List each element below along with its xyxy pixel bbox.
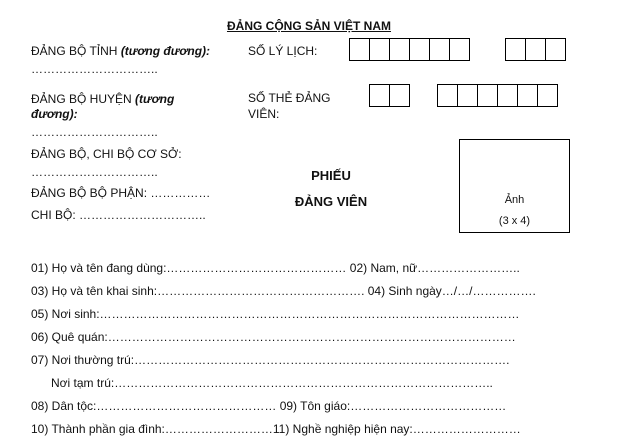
digit-box[interactable]	[369, 84, 390, 107]
dang-bo-tinh-label: ĐẢNG BỘ TỈNH	[31, 44, 118, 58]
bo-phan-label[interactable]: ĐẢNG BỘ BỘ PHẬN: ……………	[31, 186, 211, 200]
digit-box[interactable]	[409, 38, 430, 61]
field-07-tam-tru[interactable]: Nơi tạm trú:…………………………………………………………………………………..	[51, 376, 493, 390]
field-05[interactable]: 05) Nơi sinh:……………………………………………………………………………………………	[31, 307, 520, 321]
so-the-boxes-a[interactable]	[369, 84, 409, 107]
field-08-09[interactable]: 08) Dân tộc:……………………………………… 09) Tôn giáo:…………………………………	[31, 399, 507, 413]
dang-bo-huyen-dots[interactable]: …………………………..	[31, 125, 158, 139]
digit-box[interactable]	[517, 84, 538, 107]
digit-box[interactable]	[449, 38, 470, 61]
digit-box[interactable]	[537, 84, 558, 107]
dang-bo-tinh-row	[31, 45, 210, 59]
digit-box[interactable]	[349, 38, 370, 61]
dang-bo-huyen-note-2: đương):	[31, 107, 78, 121]
photo-box[interactable]	[459, 139, 570, 233]
digit-box[interactable]	[545, 38, 566, 61]
dang-bo-huyen-label: ĐẢNG BỘ HUYỆN	[31, 92, 132, 106]
field-01-02[interactable]: 01) Họ và tên đang dùng:……………………………………… 02) Nam, nữ……………………..	[31, 261, 520, 275]
photo-label: Ảnh	[504, 194, 525, 206]
so-ly-lich-boxes-b[interactable]	[505, 38, 565, 61]
dang-bo-huyen-row	[31, 93, 174, 107]
so-the-label-2: VIÊN:	[248, 107, 280, 121]
digit-box[interactable]	[505, 38, 526, 61]
chi-bo-label[interactable]: CHI BỘ: …………………………..	[31, 208, 206, 222]
digit-box[interactable]	[389, 38, 410, 61]
co-so-label: ĐẢNG BỘ, CHI BỘ CƠ SỞ:	[31, 147, 182, 161]
so-the-boxes-b[interactable]	[437, 84, 557, 107]
digit-box[interactable]	[525, 38, 546, 61]
co-so-dots[interactable]: …………………………..	[31, 165, 158, 179]
photo-size: (3 x 4)	[498, 215, 531, 227]
dang-bo-tinh-dots[interactable]: …………………………..	[31, 62, 158, 76]
digit-box[interactable]	[389, 84, 410, 107]
so-the-label-1: SỐ THẺ ĐẢNG	[248, 91, 331, 105]
party-title: ĐẢNG CỘNG SẢN VIỆT NAM	[226, 19, 391, 33]
dang-bo-huyen-note-1: (tương	[135, 92, 175, 106]
form-title-line2: ĐẢNG VIÊN	[294, 194, 368, 209]
form-title-line1: PHIẾU	[311, 168, 351, 183]
so-ly-lich-label: SỐ LÝ LỊCH:	[248, 44, 318, 58]
so-ly-lich-boxes-a[interactable]	[349, 38, 469, 61]
field-03-04[interactable]: 03) Họ và tên khai sinh:……………………………………………. 04) Sinh ngày…/…/…………….	[31, 284, 536, 298]
field-10-11[interactable]: 10) Thành phần gia đình:………………………11) Nghề nghiệp hiện nay:………………………	[31, 422, 521, 436]
dang-bo-tinh-note: (tương đương):	[120, 44, 211, 58]
field-06[interactable]: 06) Quê quán:…………………………………………………………………………………………	[31, 330, 516, 344]
digit-box[interactable]	[437, 84, 458, 107]
digit-box[interactable]	[497, 84, 518, 107]
digit-box[interactable]	[429, 38, 450, 61]
digit-box[interactable]	[457, 84, 478, 107]
digit-box[interactable]	[369, 38, 390, 61]
field-07[interactable]: 07) Nơi thường trú:………………………………………………………………………………….	[31, 353, 510, 367]
digit-box[interactable]	[477, 84, 498, 107]
